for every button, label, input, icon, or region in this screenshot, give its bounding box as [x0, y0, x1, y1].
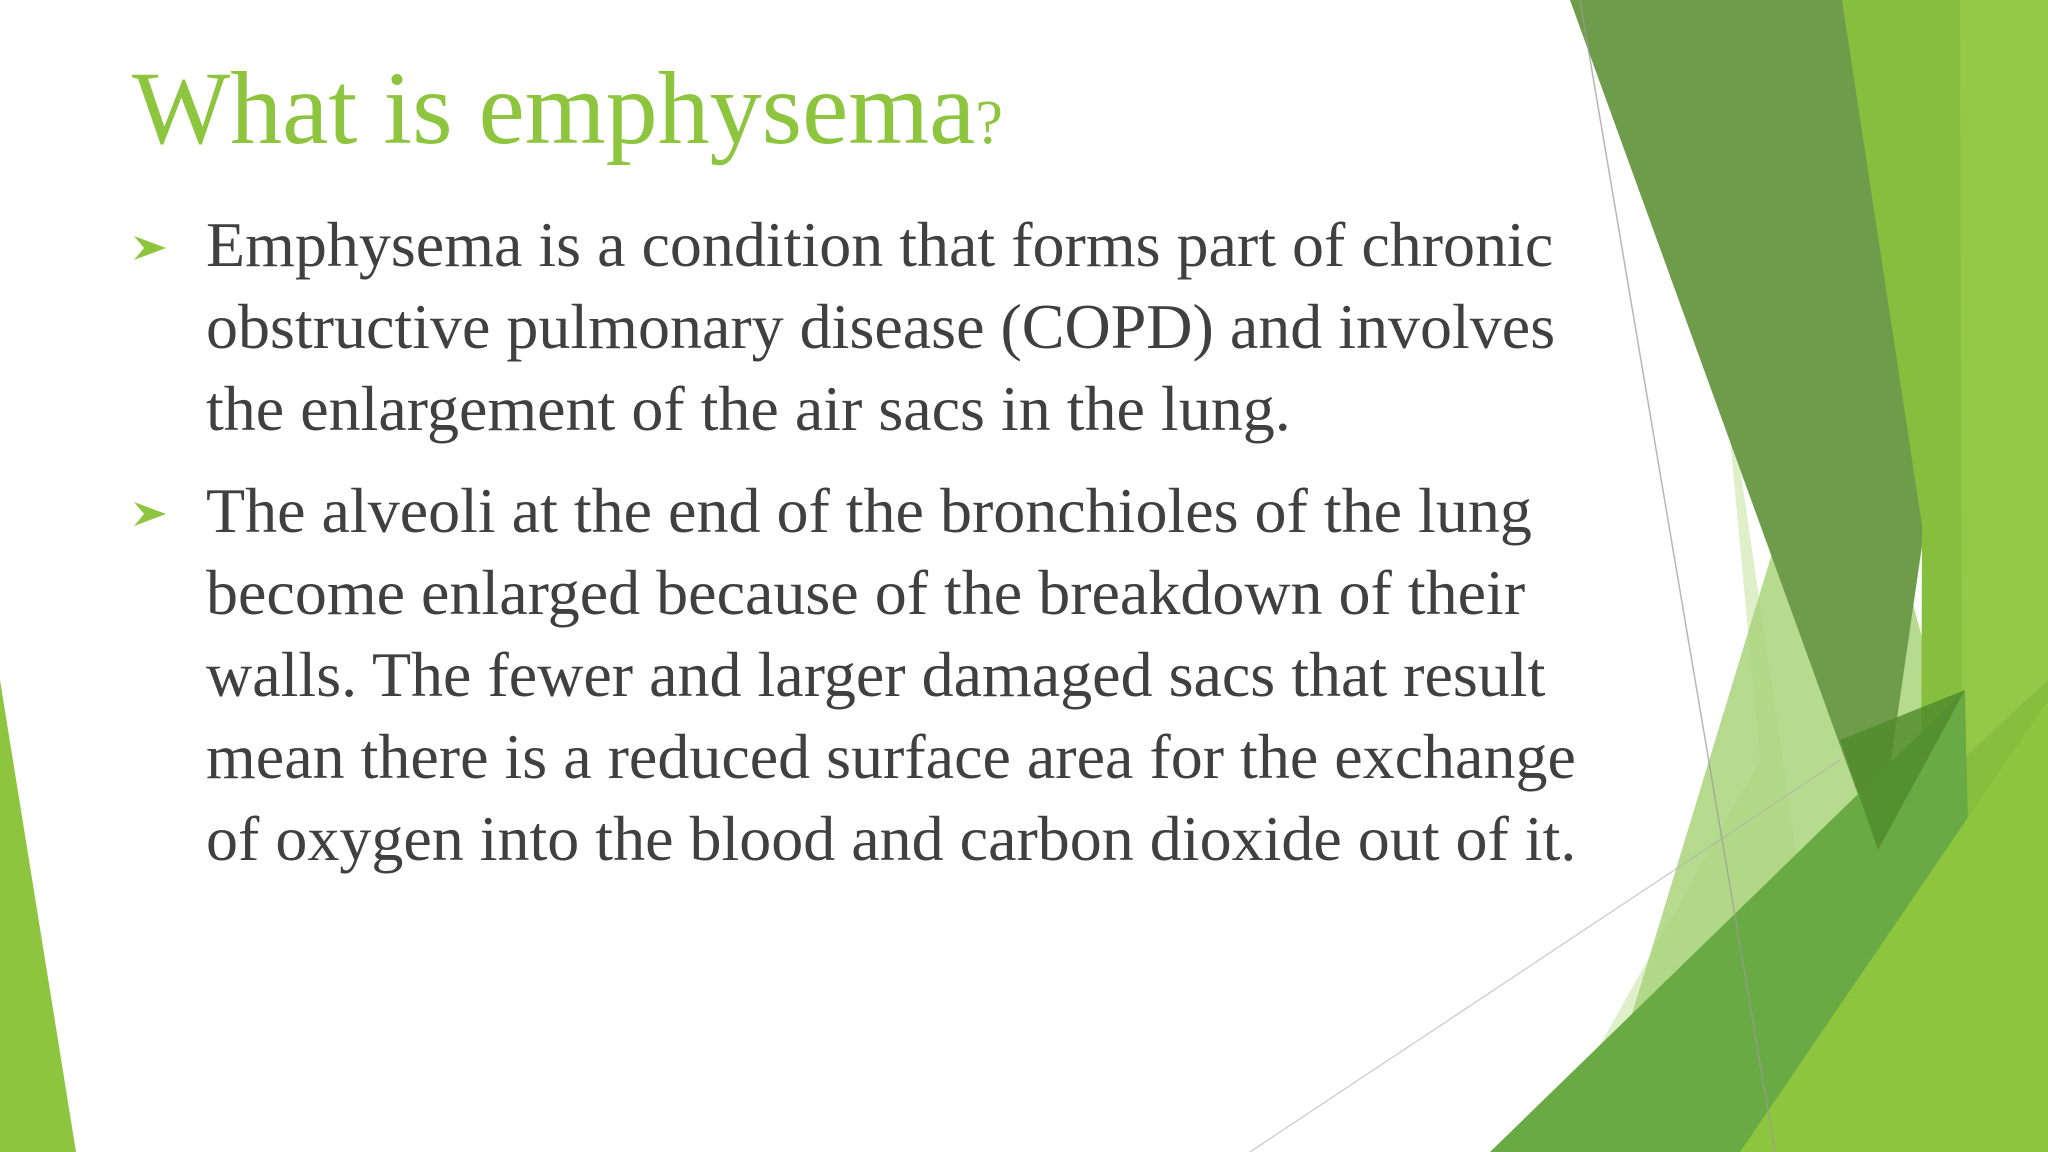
bullet-list	[130, 204, 1690, 900]
slide-title-text: What is emphysema	[132, 51, 976, 166]
bullet-item-1	[130, 204, 1690, 450]
slide-title	[132, 44, 1003, 188]
arrowhead-bullet-icon	[134, 236, 166, 260]
bullet-item-2	[130, 470, 1690, 880]
arrowhead-bullet-icon	[134, 502, 166, 526]
bullet-text: Emphysema is a condition that forms part of chronic obstructive pulmonary disease (COPD) and involves the enlargement of the air sacs in the lung.	[206, 209, 1556, 444]
left-edge-shape	[0, 680, 76, 1152]
slide-title-question-mark: ?	[975, 89, 1003, 157]
bright-triangle-shape	[1960, 0, 2048, 760]
bullet-text: The alveoli at the end of the bronchioles of the lung become enlarged because of the breakdown of their walls. The fewer and larger damaged sacs that result mean there is a reduced surface area for the exchange of oxygen into the blood and carbon dioxide out of it.	[206, 475, 1577, 874]
